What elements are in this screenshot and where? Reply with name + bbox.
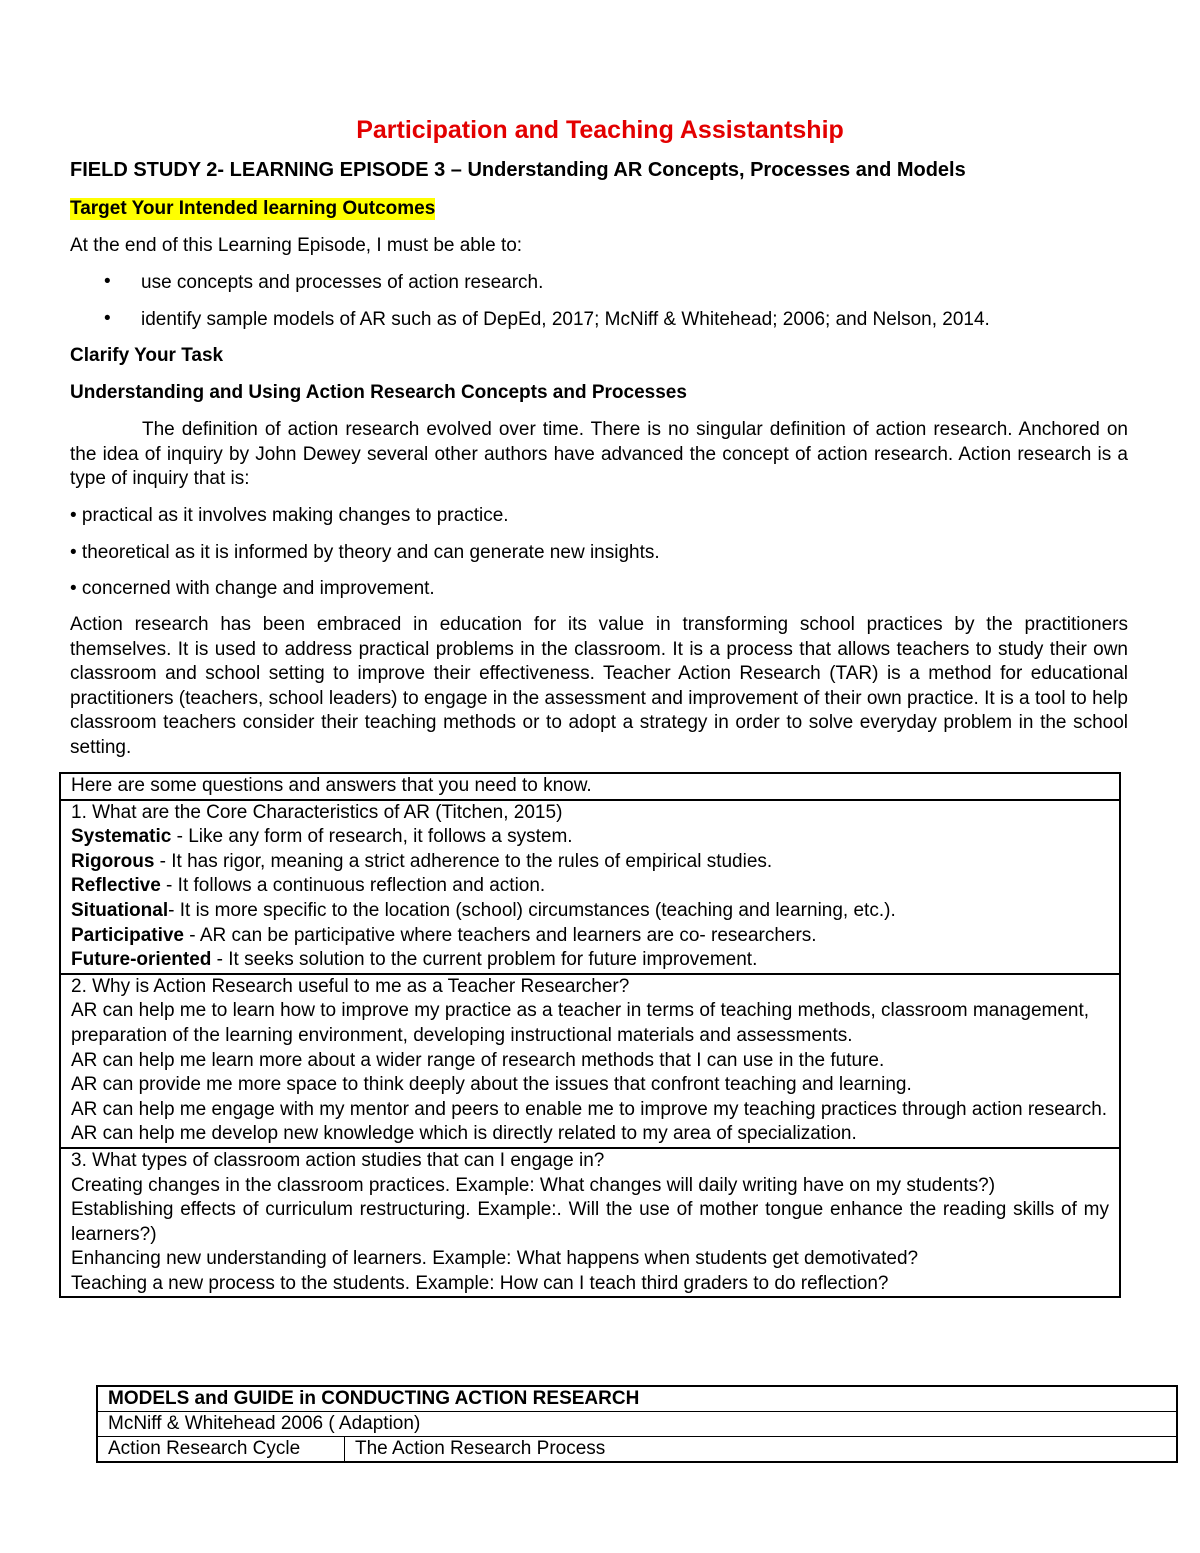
definition-paragraph: The definition of action research evolved over time. There is no singular definition of action research. Anchored on the idea of inquiry by John Dewey several other authors have advanced the concept of action research. Action research is a type of inquiry that is: xyxy=(70,419,1128,490)
qa-usefulness xyxy=(61,973,1119,1147)
characteristic-term: Systematic xyxy=(71,826,172,848)
action-research-paragraph: Action research has been embraced in education for its value in transforming school practices by the practitioners themselves. It is used to address practical problems in the classroom. It is a process that allows teachers to study their own classroom and school setting to improve their effectiveness. Teacher Action Research (TAR) is a method for educational practitioners (teachers, school leaders) to engage in the assessment and improvement of their own practice. It is a tool to help classroom teachers consider their teaching methods or to adopt a strategy in order to solve everyday problem in the school setting. xyxy=(70,614,1128,758)
table-row xyxy=(97,1437,1177,1463)
table-row xyxy=(97,1412,1177,1437)
answer-item: AR can help me develop new knowledge which is directly related to my area of specialization. xyxy=(71,1123,857,1145)
task-subheading: Understanding and Using Action Research Concepts and Processes xyxy=(70,382,687,403)
answer-item: Creating changes in the classroom practices. Example: What changes will daily writing have on my students?) xyxy=(71,1174,996,1196)
outcome-item: identify sample models of AR such as of DepEd, 2017; McNiff & Whitehead; 2006; and Nelson, 2014. xyxy=(141,309,990,330)
bullet-icon: • xyxy=(104,271,111,292)
characteristic-item xyxy=(71,924,1109,949)
qa-study-types xyxy=(61,1147,1119,1297)
outcomes-intro: At the end of this Learning Episode, I must be able to: xyxy=(70,235,523,256)
answer-item: Enhancing new understanding of learners. Example: What happens when students get demotivated? xyxy=(71,1248,919,1270)
characteristic-desc: - It follows a continuous reflection and action. xyxy=(160,875,546,897)
answer-item: AR can help me learn more about a wider range of research methods that I can use in the future. xyxy=(71,1049,885,1071)
outcome-item: use concepts and processes of action research. xyxy=(141,272,544,293)
characteristic-desc: - Like any form of research, it follows a system. xyxy=(171,826,573,848)
models-source: McNiff & Whitehead 2006 ( Adaption) xyxy=(97,1412,1177,1437)
page-title: Participation and Teaching Assistantship xyxy=(356,116,844,144)
answer-item: Establishing effects of curriculum restructuring. Example:. Will the use of mother tongue enhance the reading skills of my learners?) xyxy=(71,1199,1109,1245)
characteristic-desc: - It seeks solution to the current problem for future improvement. xyxy=(211,949,758,971)
qa-table xyxy=(59,772,1121,1298)
characteristic-item xyxy=(71,948,1109,973)
characteristic-item xyxy=(71,899,1109,924)
table-row xyxy=(97,1386,1177,1412)
concept-point: • concerned with change and improvement. xyxy=(70,578,435,599)
answer-item: Teaching a new process to the students. Example: How can I teach third graders to do reflection? xyxy=(71,1272,889,1294)
characteristic-term: Future-oriented xyxy=(71,949,212,971)
characteristic-term: Participative xyxy=(71,924,184,946)
models-table xyxy=(96,1385,1178,1463)
question-1: 1. What are the Core Characteristics of AR (Titchen, 2015) xyxy=(71,801,563,823)
characteristic-term: Rigorous xyxy=(71,850,155,872)
answer-item: AR can help me engage with my mentor and peers to enable me to improve my teaching practices through action research. xyxy=(71,1098,1108,1120)
outcomes-heading: Target Your Intended learning Outcomes xyxy=(70,198,436,219)
qa-characteristics xyxy=(61,799,1119,973)
concept-point: • practical as it involves making changes to practice. xyxy=(70,505,509,526)
task-heading: Clarify Your Task xyxy=(70,345,224,366)
question-2: 2. Why is Action Research useful to me as a Teacher Researcher? xyxy=(71,975,630,997)
characteristic-item xyxy=(71,850,1109,875)
models-col-process: The Action Research Process xyxy=(345,1437,1178,1463)
characteristic-desc: - AR can be participative where teachers and learners are co- researchers. xyxy=(184,924,817,946)
qa-intro: Here are some questions and answers that you need to know. xyxy=(71,775,592,796)
characteristic-item xyxy=(71,825,1109,850)
answer-item: AR can help me to learn how to improve my practice as a teacher in terms of teaching methods, classroom management, preparation of the learning environment, developing instructional materials and assessments. xyxy=(71,1000,1090,1046)
characteristic-item xyxy=(71,874,1109,899)
question-3: 3. What types of classroom action studies that can I engage in? xyxy=(71,1149,605,1171)
models-col-cycle: Action Research Cycle xyxy=(97,1437,345,1463)
models-heading: MODELS and GUIDE in CONDUCTING ACTION RESEARCH xyxy=(97,1386,1177,1412)
characteristic-desc: - It has rigor, meaning a strict adherence to the rules of empirical studies. xyxy=(154,850,773,872)
characteristic-term: Situational xyxy=(71,899,169,921)
episode-subtitle: FIELD STUDY 2- LEARNING EPISODE 3 – Understanding AR Concepts, Processes and Models xyxy=(70,159,966,181)
bullet-icon: • xyxy=(104,308,111,329)
concept-point: • theoretical as it is informed by theory and can generate new insights. xyxy=(70,542,660,563)
characteristic-term: Reflective xyxy=(71,875,161,897)
characteristic-desc: - It is more specific to the location (school) circumstances (teaching and learning, etc.). xyxy=(168,899,896,921)
answer-item: AR can provide me more space to think deeply about the issues that confront teaching and learning. xyxy=(71,1074,912,1096)
